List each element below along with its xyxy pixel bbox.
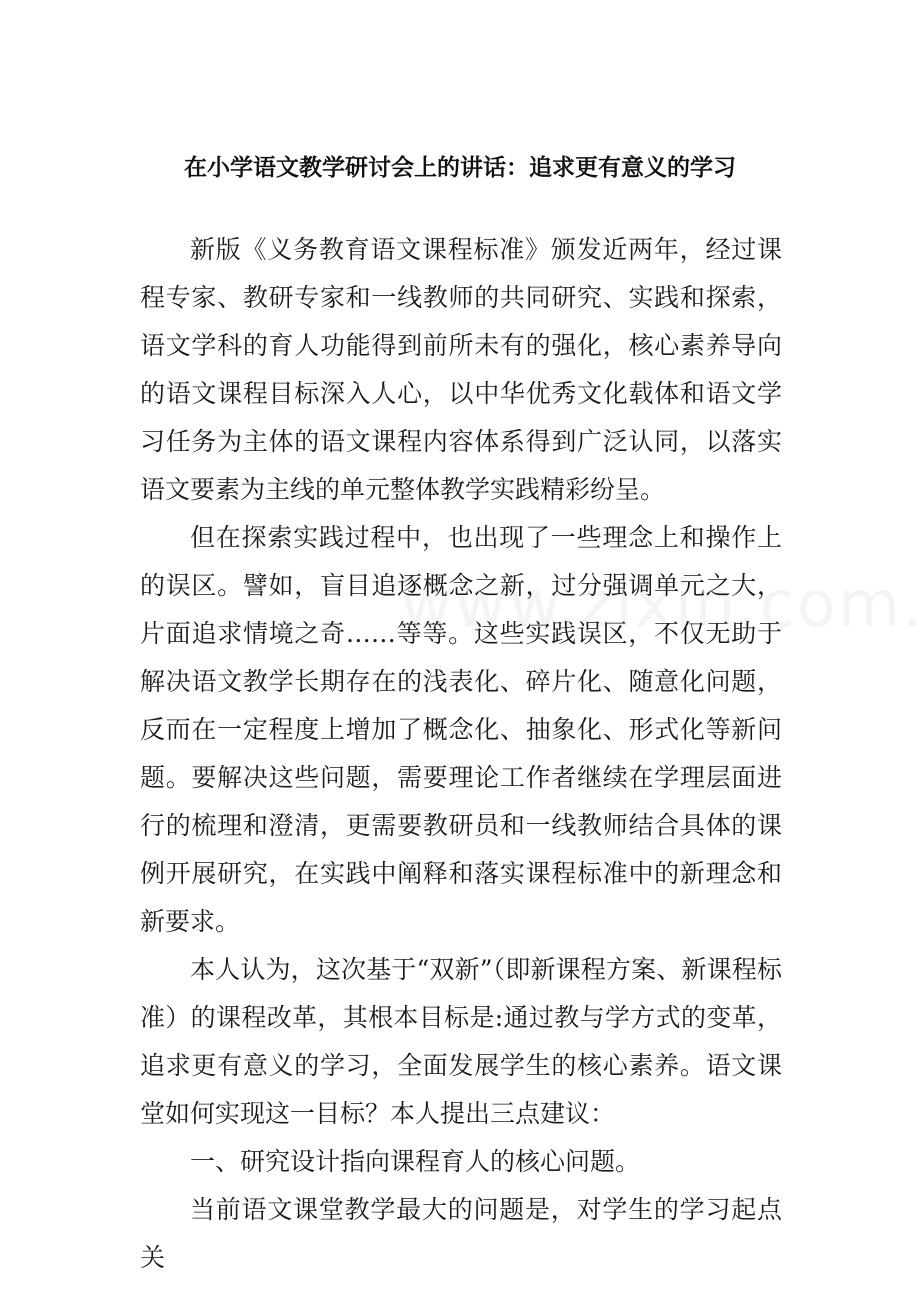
paragraph-1: 新版《义务教育语文课程标准》颁发近两年，经过课程专家、教研专家和一线教师的共同研究、实践和探索，语文学科的育人功能得到前所未有的强化，核心素养导向的语文课程目标深入人心，以中华优秀文化载体和语文学习任务为主体的语文课程内容体系得到广泛认同，以落实语文要素为主线的单元整体教学实践精彩纷呈。 bbox=[140, 235, 782, 504]
paragraph-4: 当前语文课堂教学最大的问题是，对学生的学习起点关 bbox=[140, 1195, 782, 1272]
section-heading-1: 一、研究设计指向课程育人的核心问题。 bbox=[190, 1147, 641, 1176]
document-body bbox=[140, 226, 782, 1282]
document-title: 在小学语文教学研讨会上的讲话：追求更有意义的学习 bbox=[184, 154, 736, 181]
paragraph-2: 但在探索实践过程中，也出现了一些理念上和操作上的误区。譬如，盲目追逐概念之新，过分强调单元之大，片面追求情境之奇……等等。这些实践误区，不仅无助于解决语文教学长期存在的浅表化、碎片化、随意化问题，反而在一定程度上增加了概念化、抽象化、形式化等新问题。要解决这些问题，需要理论工作者继续在学理层面进行的梳理和澄清，更需要教研员和一线教师结合具体的课例开展研究，在实践中阐释和落实课程标准中的新理念和新要求。 bbox=[140, 523, 782, 936]
paragraph-3: 本人认为，这次基于“双新”（即新课程方案、新课程标准）的课程改革，其根本目标是:通过教与学方式的变革，追求更有意义的学习，全面发展学生的核心素养。语文课堂如何实现这一目标？本人提出三点建议： bbox=[140, 955, 782, 1128]
